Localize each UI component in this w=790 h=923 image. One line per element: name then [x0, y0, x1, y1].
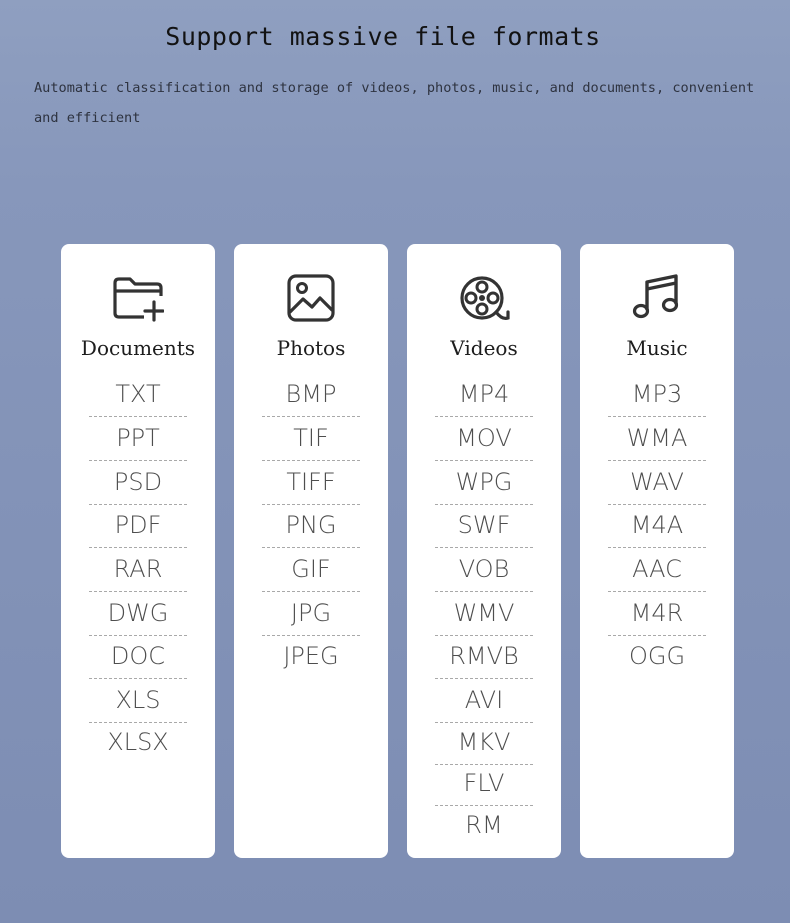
format-item: PSD	[89, 460, 187, 505]
card-photos	[234, 244, 388, 858]
format-item: MP3	[608, 372, 706, 417]
format-item: MP4	[435, 372, 533, 417]
format-item: WMV	[435, 591, 533, 636]
format-item: AVI	[435, 678, 533, 723]
format-item: WMA	[608, 416, 706, 461]
image-icon	[285, 272, 337, 324]
page-subtitle: Automatic classification and storage of videos, photos, music, and documents, convenient and efficient	[34, 80, 755, 126]
card-music	[580, 244, 734, 858]
format-item: VOB	[435, 547, 533, 592]
page-title: Support massive file formats	[165, 22, 601, 51]
format-item: TIFF	[262, 460, 360, 505]
format-item: SWF	[435, 503, 533, 548]
format-item: WAV	[608, 460, 706, 505]
film-reel-icon	[458, 272, 510, 324]
format-item: JPEG	[283, 642, 339, 670]
format-item: OGG	[628, 642, 686, 670]
card-title-photos: Photos	[276, 336, 346, 360]
format-item: PDF	[89, 503, 187, 548]
music-note-icon	[631, 272, 683, 324]
format-item: DOC	[89, 634, 187, 679]
format-item: JPG	[262, 591, 360, 636]
format-item: RMVB	[435, 634, 533, 679]
format-item: MOV	[435, 416, 533, 461]
format-item: M4A	[608, 503, 706, 548]
format-item: AAC	[608, 547, 706, 592]
format-item: PNG	[262, 503, 360, 548]
format-item: PPT	[89, 416, 187, 461]
card-title-music: Music	[626, 336, 688, 360]
folder-plus-icon	[112, 272, 164, 324]
format-item: RAR	[89, 547, 187, 592]
card-videos	[407, 244, 561, 858]
card-title-documents: Documents	[80, 336, 196, 360]
card-documents	[61, 244, 215, 858]
format-item: RM	[465, 811, 503, 839]
format-item: M4R	[608, 591, 706, 636]
format-item: GIF	[262, 547, 360, 592]
format-item: XLS	[89, 678, 187, 723]
format-item: WPG	[435, 460, 533, 505]
format-item: BMP	[262, 372, 360, 417]
format-item: TIF	[262, 416, 360, 461]
card-title-videos: Videos	[450, 336, 518, 360]
format-item: XLSX	[107, 728, 169, 756]
format-item: DWG	[89, 591, 187, 636]
format-item: TXT	[89, 372, 187, 417]
format-item: FLV	[435, 761, 533, 806]
format-item: MKV	[435, 720, 533, 765]
